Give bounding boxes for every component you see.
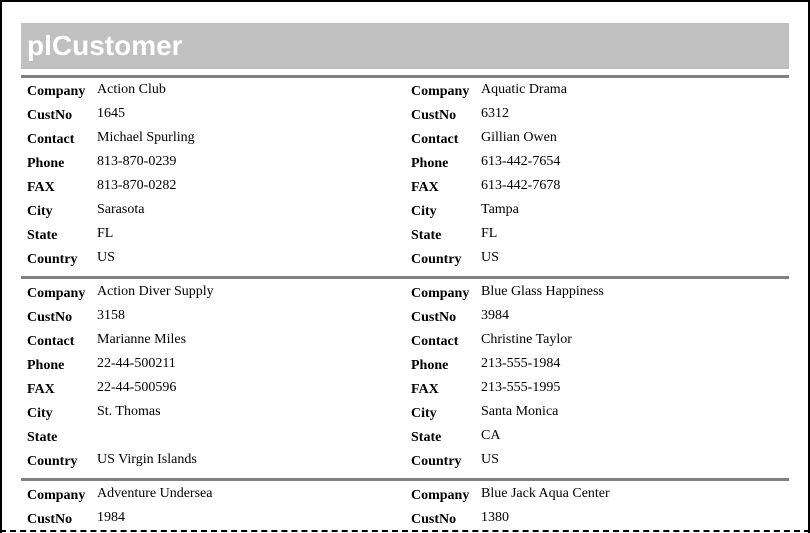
field-row-state	[27, 426, 407, 450]
customer-record	[411, 80, 791, 272]
company-label: Company	[27, 488, 86, 503]
field-row-state	[411, 426, 791, 450]
custno-label: CustNo	[27, 310, 73, 325]
field-row-state	[411, 224, 791, 248]
fax-value: 813-870-0282	[97, 178, 177, 193]
state-value: FL	[97, 226, 114, 241]
field-row-phone	[411, 354, 791, 378]
report-title-bar	[21, 23, 789, 69]
customer-record	[27, 80, 407, 272]
custno-label: CustNo	[27, 108, 73, 123]
country-label: Country	[27, 252, 78, 267]
contact-value: Michael Spurling	[97, 130, 195, 145]
field-row-city	[411, 402, 791, 426]
field-row-custno	[411, 306, 791, 330]
custno-value: 3984	[481, 308, 509, 323]
custno-value: 1380	[481, 510, 509, 525]
field-row-fax	[27, 378, 407, 402]
field-row-city	[27, 200, 407, 224]
company-label: Company	[27, 286, 86, 301]
phone-label: Phone	[411, 358, 449, 373]
company-label: Company	[27, 84, 86, 99]
company-label: Company	[411, 488, 470, 503]
city-value: Sarasota	[97, 202, 145, 217]
fax-value: 613-442-7678	[481, 178, 561, 193]
company-value: Adventure Undersea	[97, 486, 213, 501]
customer-record	[411, 484, 791, 532]
state-label: State	[411, 430, 442, 445]
custno-label: CustNo	[411, 512, 457, 527]
field-row-company	[411, 80, 791, 104]
record-separator	[21, 478, 789, 481]
contact-value: Christine Taylor	[481, 332, 572, 347]
phone-label: Phone	[27, 156, 65, 171]
custno-value: 1645	[97, 106, 125, 121]
field-row-company	[27, 484, 407, 508]
city-label: City	[27, 204, 53, 219]
country-label: Country	[411, 252, 462, 267]
state-value: CA	[481, 428, 501, 443]
field-row-fax	[411, 176, 791, 200]
fax-label: FAX	[27, 180, 55, 195]
contact-value: Gillian Owen	[481, 130, 557, 145]
field-row-company	[411, 484, 791, 508]
company-value: Action Club	[97, 82, 166, 97]
custno-value: 3158	[97, 308, 125, 323]
city-value: Tampa	[481, 202, 519, 217]
state-label: State	[27, 430, 58, 445]
company-value: Blue Glass Happiness	[481, 284, 604, 299]
fax-label: FAX	[411, 180, 439, 195]
field-row-city	[27, 402, 407, 426]
contact-label: Contact	[27, 334, 75, 349]
customer-record	[411, 282, 791, 474]
phone-value: 813-870-0239	[97, 154, 177, 169]
custno-label: CustNo	[27, 512, 73, 527]
country-label: Country	[411, 454, 462, 469]
fax-value: 213-555-1995	[481, 380, 561, 395]
record-separator	[21, 75, 789, 78]
company-value: Blue Jack Aqua Center	[481, 486, 610, 501]
phone-value: 613-442-7654	[481, 154, 561, 169]
field-row-city	[411, 200, 791, 224]
field-row-company	[411, 282, 791, 306]
field-row-contact	[27, 128, 407, 152]
country-label: Country	[27, 454, 78, 469]
country-value: US	[97, 250, 115, 265]
custno-value: 1984	[97, 510, 125, 525]
city-label: City	[27, 406, 53, 421]
report-title: plCustomer	[27, 30, 183, 61]
company-label: Company	[411, 84, 470, 99]
fax-label: FAX	[27, 382, 55, 397]
city-value: Santa Monica	[481, 404, 559, 419]
city-label: City	[411, 204, 437, 219]
contact-value: Marianne Miles	[97, 332, 187, 347]
field-row-custno	[27, 104, 407, 128]
field-row-state	[27, 224, 407, 248]
field-row-company	[27, 282, 407, 306]
field-row-phone	[27, 354, 407, 378]
record-separator	[21, 276, 789, 279]
field-row-custno	[27, 508, 407, 532]
field-row-custno	[411, 104, 791, 128]
field-row-country	[411, 248, 791, 272]
country-value: US	[481, 250, 499, 265]
contact-label: Contact	[411, 132, 459, 147]
customer-record	[27, 282, 407, 474]
company-value: Aquatic Drama	[481, 82, 567, 97]
fax-value: 22-44-500596	[97, 380, 177, 395]
phone-value: 22-44-500211	[97, 356, 176, 371]
phone-value: 213-555-1984	[481, 356, 561, 371]
country-value: US	[481, 452, 499, 467]
custno-label: CustNo	[411, 310, 457, 325]
field-row-custno	[411, 508, 791, 532]
state-label: State	[27, 228, 58, 243]
field-row-country	[27, 450, 407, 474]
field-row-company	[27, 80, 407, 104]
field-row-fax	[27, 176, 407, 200]
company-value: Action Diver Supply	[97, 284, 214, 299]
field-row-phone	[27, 152, 407, 176]
field-row-contact	[27, 330, 407, 354]
field-row-country	[411, 450, 791, 474]
state-label: State	[411, 228, 442, 243]
field-row-phone	[411, 152, 791, 176]
field-row-fax	[411, 378, 791, 402]
customer-record	[27, 484, 407, 532]
company-label: Company	[411, 286, 470, 301]
city-label: City	[411, 406, 437, 421]
phone-label: Phone	[27, 358, 65, 373]
phone-label: Phone	[411, 156, 449, 171]
custno-value: 6312	[481, 106, 509, 121]
city-value: St. Thomas	[97, 404, 161, 419]
custno-label: CustNo	[411, 108, 457, 123]
contact-label: Contact	[27, 132, 75, 147]
field-row-country	[27, 248, 407, 272]
field-row-contact	[411, 128, 791, 152]
fax-label: FAX	[411, 382, 439, 397]
country-value: US Virgin Islands	[97, 452, 197, 467]
contact-label: Contact	[411, 334, 459, 349]
field-row-contact	[411, 330, 791, 354]
field-row-custno	[27, 306, 407, 330]
state-value: FL	[481, 226, 498, 241]
